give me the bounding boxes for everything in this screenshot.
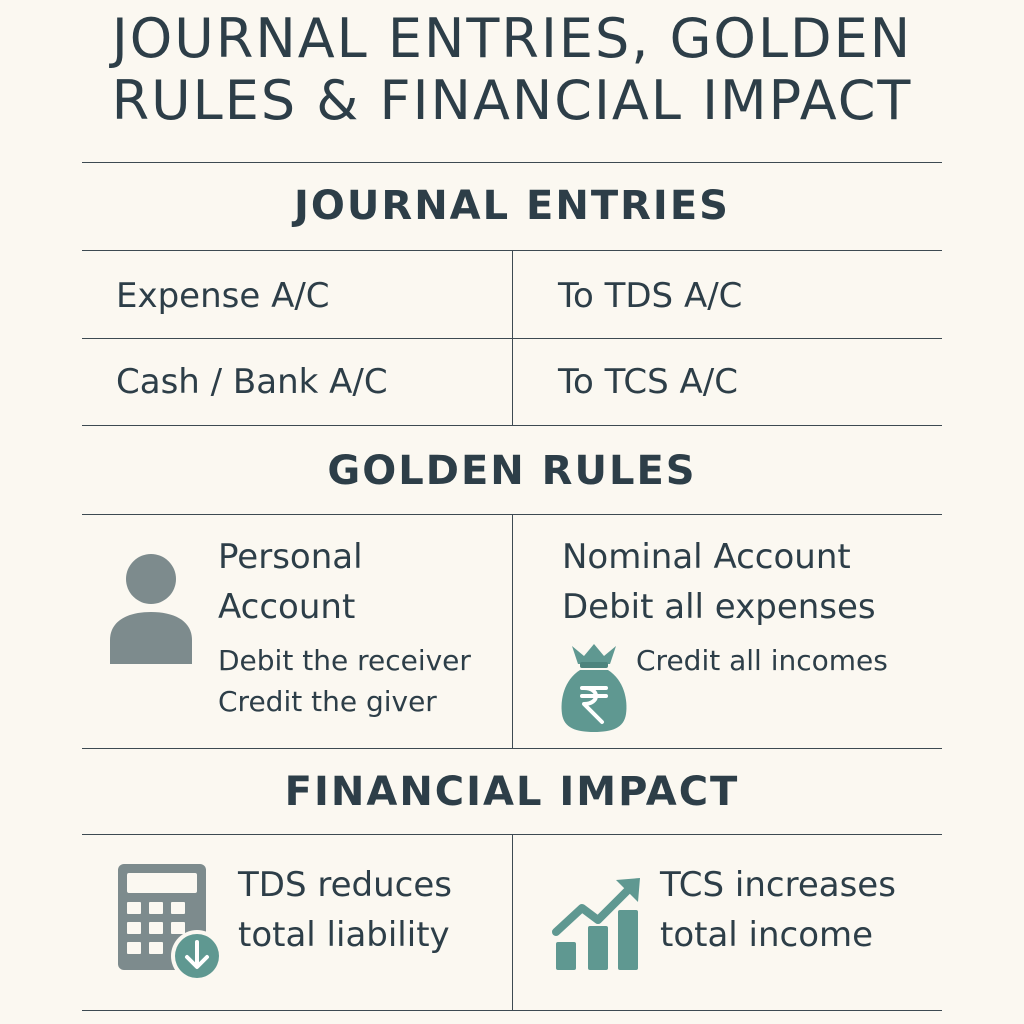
tcs-impact-line-2: total income bbox=[660, 915, 874, 955]
section-heading-journal-entries: JOURNAL ENTRIES bbox=[294, 183, 730, 229]
personal-rule-debit: Debit the receiver bbox=[218, 644, 471, 677]
nominal-rule-credit: Credit all incomes bbox=[636, 644, 888, 677]
divider bbox=[82, 1010, 942, 1011]
growth-chart-icon bbox=[554, 876, 644, 972]
personal-rule-credit: Credit the giver bbox=[218, 685, 437, 718]
journal-row-1-credit: To TDS A/C bbox=[558, 276, 743, 316]
tcs-impact-line-1: TCS increases bbox=[660, 865, 896, 905]
personal-account-title-line-2: Account bbox=[218, 587, 356, 627]
money-bag-rupee-icon bbox=[558, 642, 630, 734]
tds-impact-line-2: total liability bbox=[238, 915, 450, 955]
column-divider bbox=[512, 834, 513, 1010]
divider bbox=[82, 338, 942, 339]
section-heading-financial-impact: FINANCIAL IMPACT bbox=[284, 769, 740, 815]
page-title-line-1: JOURNAL ENTRIES, GOLDEN bbox=[111, 7, 913, 70]
divider bbox=[82, 162, 942, 163]
journal-row-2-debit: Cash / Bank A/C bbox=[116, 362, 388, 402]
page-title bbox=[0, 8, 1024, 132]
tds-impact-line-1: TDS reduces bbox=[238, 865, 452, 905]
divider bbox=[82, 425, 942, 426]
journal-row-2-credit: To TCS A/C bbox=[558, 362, 738, 402]
divider bbox=[82, 748, 942, 749]
personal-account-title-line-1: Personal bbox=[218, 537, 363, 577]
section-heading-golden-rules: GOLDEN RULES bbox=[327, 448, 697, 494]
nominal-account-title: Nominal Account bbox=[562, 537, 851, 577]
column-divider bbox=[512, 514, 513, 748]
page-title-line-2: RULES & FINANCIAL IMPACT bbox=[111, 69, 913, 132]
nominal-rule-debit: Debit all expenses bbox=[562, 587, 876, 627]
calculator-down-icon bbox=[116, 862, 226, 984]
journal-row-1-debit: Expense A/C bbox=[116, 276, 330, 316]
person-icon bbox=[106, 552, 196, 667]
